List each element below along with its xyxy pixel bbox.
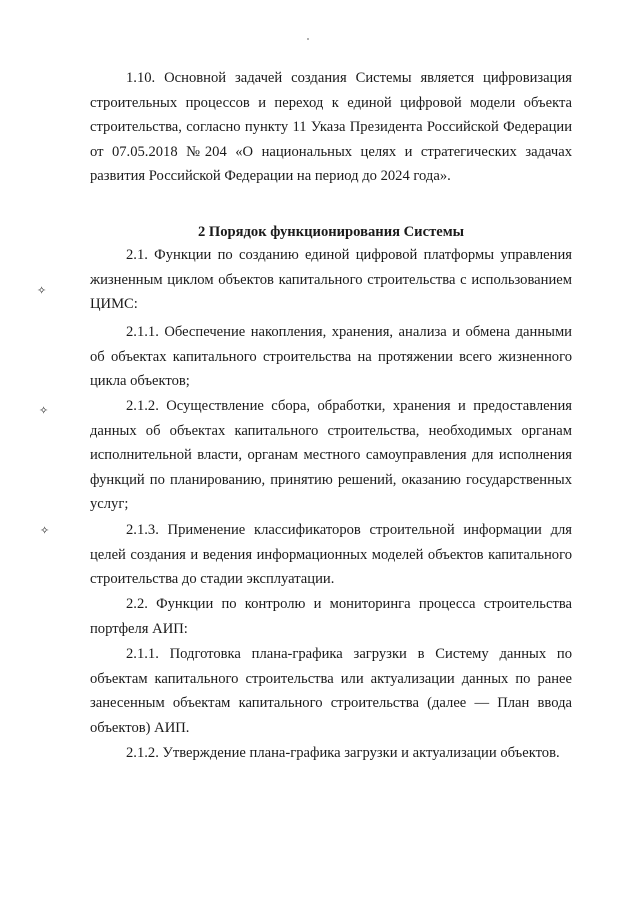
paragraph-2-1-1-plan: 2.1.1. Подготовка плана-графика загрузки в Систему данных по объектам капитального строительства или актуализации данных по ранее занесенным объектам капитального строительства (далее — План ввода объектов) АИП. bbox=[90, 646, 572, 736]
paragraph-2-1: 2.1. Функции по созданию единой цифровой платформы управления жизненным циклом объектов капитального строительства с использованием ЦИМС: bbox=[90, 247, 572, 313]
paragraph-2-1-2-approval: 2.1.2. Утверждение плана-графика загрузки и актуализации объектов. bbox=[126, 745, 560, 761]
paragraph-2-1-3: 2.1.3. Применение классификаторов строительной информации для целей создания и ведения информационных моделей объектов капитального строительства до стадии эксплуатации. bbox=[90, 522, 572, 588]
scan-speck bbox=[307, 38, 309, 40]
paragraph-2-1-1: 2.1.1. Обеспечение накопления, хранения, анализа и обмена данными об объектах капитального строительства на протяжении всего жизненного цикла объектов; bbox=[90, 324, 572, 390]
section-heading: 2 Порядок функционирования Системы bbox=[197, 224, 465, 240]
paragraph-2-2: 2.2. Функции по контролю и мониторинга процесса строительства портфеля АИП: bbox=[90, 596, 572, 637]
margin-mark-icon: ✧ bbox=[40, 525, 50, 537]
paragraph-1-10: 1.10. Основной задачей создания Системы является цифровизация строительных процессов и переход к единой цифровой модели объекта строительства, согласно пункту 11 Указа Президента Российской Федерации от 07.05.2018 №204 «О национальных целях и стратегических задачах развития Российской Федерации на период до 2024 года». bbox=[90, 70, 572, 185]
paragraph-2-1-2: 2.1.2. Осуществление сбора, обработки, хранения и предоставления данных об объектах капитального строительства, необходимых органам исполнительной власти, органам местного самоуправления для исполнения функций по планированию, принятию решений, оказанию государственных услуг; bbox=[90, 398, 572, 513]
margin-mark-icon: ✧ bbox=[39, 405, 49, 417]
margin-mark-icon: ✧ bbox=[37, 285, 47, 297]
